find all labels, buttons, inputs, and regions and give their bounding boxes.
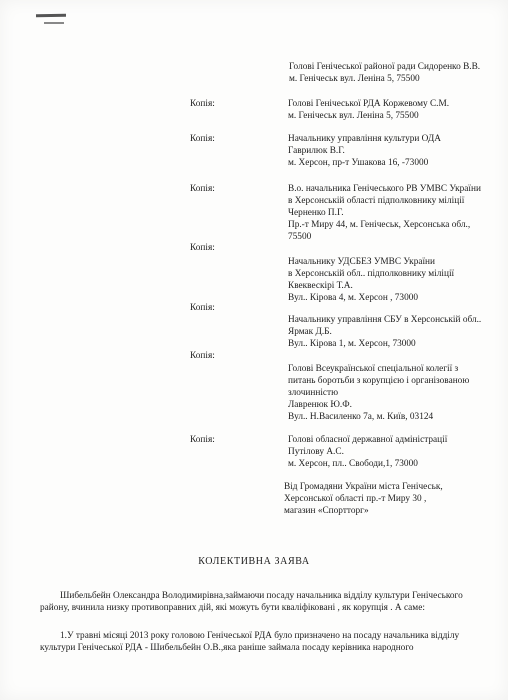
addressee-block [288, 256, 454, 304]
paragraph-line: району, вчинила низку противоправних дій, які можуть бути кваліфіковані , як корупція . А саме: [40, 603, 425, 613]
addressee-block [288, 363, 469, 423]
addressee-line: в Херсонській області підполковнику міліції [288, 196, 465, 206]
addressee-line: злочинністю [288, 388, 339, 398]
addressee-line: Вул.. Кірова 1, м. Херсон, 73000 [288, 339, 416, 349]
copy-label: Копія: [190, 134, 215, 144]
addressee-line: Начальнику управління культури ОДА [288, 134, 441, 144]
addressee-block [288, 183, 481, 243]
addressee-line: Вул.. Н.Василенко 7а, м. Київ, 03124 [288, 412, 434, 422]
addressee-line: Лавренюк Ю.Ф. [288, 400, 352, 410]
addressee-line: Голові Генічеської РДА Коржевому С.М. [288, 99, 450, 109]
addressee-line: Черненко П.Г. [288, 208, 344, 218]
addressee-block [289, 61, 480, 85]
addressee-block [288, 314, 481, 350]
addressee-line: Начальнику УДСБЕЗ УМВС України [288, 257, 436, 267]
addressee-line: Начальнику управління СБУ в Херсонській обл.. [288, 315, 482, 325]
addressee-line: м. Генічеськ вул. Леніна 5, 75500 [288, 111, 419, 121]
paragraph-line: Шибельбейн Олександра Володимирівна,займаючи посаду начальника відділу культури Генічеського [60, 591, 463, 601]
copy-label: Копія: [190, 243, 215, 253]
paragraph-2 [40, 630, 470, 654]
copy-label: Копія: [190, 99, 215, 109]
addressee-line: 75500 [288, 232, 312, 242]
sender-block [284, 481, 443, 517]
addressee-line: в Херсонській обл.. підполковнику міліції [288, 269, 455, 279]
addressee-line: Голові Всеукраїнської спеціальної колегії з [288, 364, 459, 374]
sender-line: Від Громадяни України міста Генічеськ, [284, 482, 443, 492]
paragraph-line: культури Генічеської РДА - Шибельбейн О.В.,яка раніше займала посаду керівника народного [40, 643, 414, 653]
addressee-line: Гаврилюк В.Г. [288, 146, 345, 156]
addressee-line: Путілову А.С. [288, 447, 344, 457]
copy-label: Копія: [190, 435, 215, 445]
addressee-line: м. Херсон, пл.. Свободи,1, 73000 [288, 459, 418, 469]
addressee-line: Пр.-т Миру 44, м. Генічеськ, Херсонська обл., [288, 220, 471, 230]
addressee-line: м. Херсон, пр-т Ушакова 16, -73000 [288, 158, 429, 168]
copy-label: Копія: [190, 303, 215, 313]
copy-label: Копія: [190, 351, 215, 361]
sender-line: магазин «Спортторг» [284, 506, 369, 516]
sender-line: Херсонської області пр.-т Миру 30 , [284, 494, 427, 504]
addressee-line: Голові обласної державної адміністрації [288, 435, 448, 445]
paragraph-line: 1.У травні місяці 2013 року головою Генічеської РДА було призначено на посаду начальника відділу [60, 631, 460, 641]
paragraph-1 [40, 590, 470, 614]
addressee-line: м. Генічеськ вул. Леніна 5, 75500 [289, 74, 420, 84]
addressee-line: Вул.. Кірова 4, м. Херсон , 73000 [288, 293, 419, 303]
addressee-line: В.о. начальника Генічеського РВ УМВС України [288, 184, 481, 194]
addressee-block [288, 98, 449, 122]
addressee-line: Ярмак Д.Б. [288, 327, 332, 337]
addressee-line: Голові Генічеської районої ради Сидоренко В.В. [289, 62, 481, 72]
addressee-block [288, 434, 447, 470]
scan-mark [44, 22, 64, 24]
document-title: КОЛЕКТИВНА ЗАЯВА [198, 556, 310, 567]
copy-label: Копія: [190, 184, 215, 194]
addressee-block [288, 133, 441, 169]
scan-mark [36, 14, 66, 18]
addressee-line: Квеквескірі Т.А. [288, 281, 353, 291]
addressee-line: питань боротьби з корупцією і організованою [288, 376, 470, 386]
